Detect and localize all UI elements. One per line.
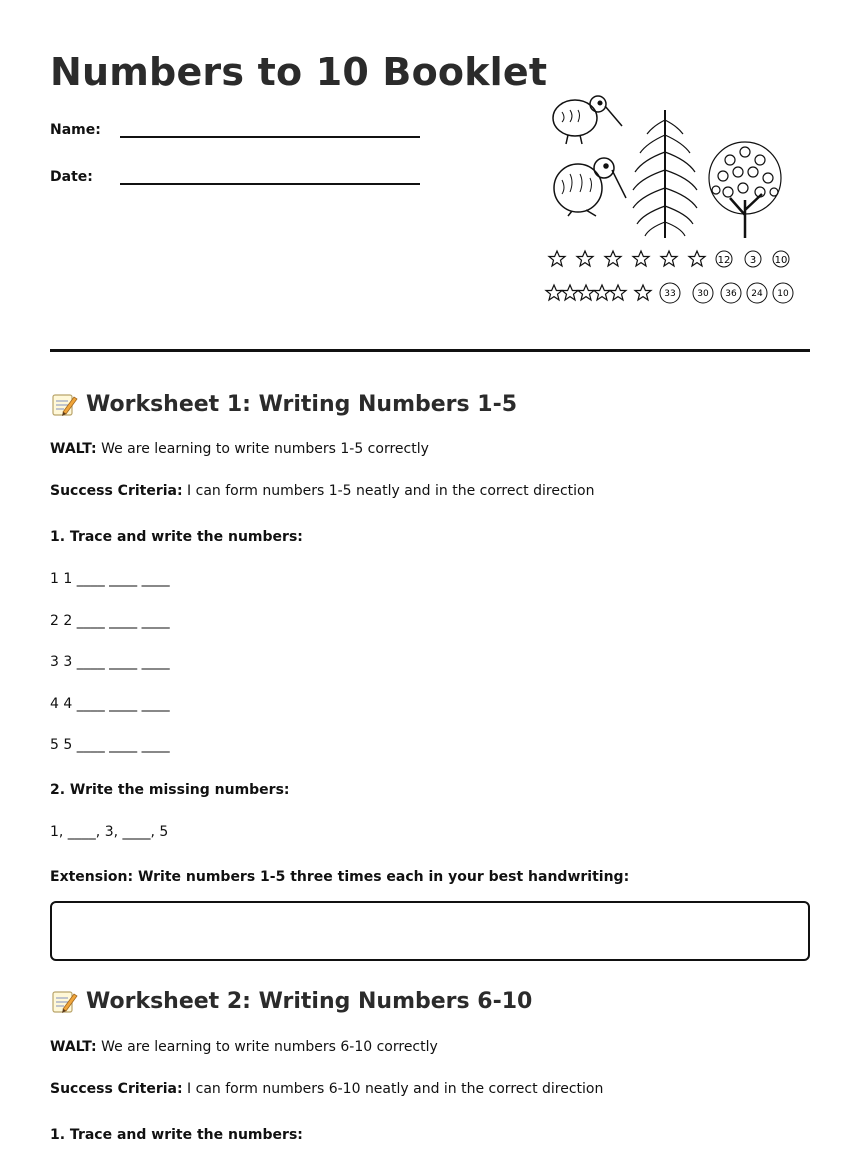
date-label: Date: bbox=[50, 169, 93, 185]
trace-row[interactable]: 5 5 ____ ____ ____ bbox=[50, 737, 170, 753]
walt-text: We are learning to write numbers 1-5 correctly bbox=[96, 441, 429, 457]
kiwi-bird-icon bbox=[554, 158, 626, 216]
walt-label: WALT: bbox=[50, 441, 97, 457]
name-field[interactable] bbox=[50, 122, 101, 138]
sc-text: I can form numbers 1-5 neatly and in the correct direction bbox=[182, 483, 595, 499]
number-circle-row-2 bbox=[660, 283, 793, 303]
worksheet-2-question-1: 1. Trace and write the numbers: bbox=[50, 1127, 303, 1143]
booklet-illustration bbox=[540, 90, 800, 320]
walt-text: We are learning to write numbers 6-10 correctly bbox=[96, 1039, 438, 1055]
worksheet-1-question-2: 2. Write the missing numbers: bbox=[50, 782, 290, 798]
number-circle-text: 12 bbox=[717, 255, 731, 266]
number-circle-text: 33 bbox=[664, 289, 676, 299]
worksheet-1-title-text: Worksheet 1: Writing Numbers 1-5 bbox=[86, 391, 518, 417]
worksheet-2-walt bbox=[50, 1039, 438, 1055]
worksheet-1-extension: Extension: Write numbers 1-5 three times each in your best handwriting: bbox=[50, 869, 630, 885]
name-label: Name: bbox=[50, 122, 101, 138]
star-icon bbox=[661, 251, 677, 266]
number-circle-text: 3 bbox=[749, 255, 757, 266]
kiwi-bird-icon bbox=[553, 96, 622, 144]
tree-icon bbox=[709, 142, 781, 238]
star-icon bbox=[689, 251, 705, 266]
header-divider bbox=[50, 349, 810, 352]
trace-row[interactable]: 4 4 ____ ____ ____ bbox=[50, 696, 170, 712]
extension-answer-box[interactable] bbox=[50, 901, 810, 961]
trace-row[interactable]: 2 2 ____ ____ ____ bbox=[50, 613, 170, 629]
star-icon bbox=[546, 285, 562, 300]
star-icon bbox=[594, 285, 610, 300]
worksheet-1-question-1: 1. Trace and write the numbers: bbox=[50, 529, 303, 545]
sc-label: Success Criteria: bbox=[50, 1081, 183, 1097]
name-line[interactable] bbox=[120, 136, 420, 138]
date-line[interactable] bbox=[120, 183, 420, 185]
trace-row[interactable]: 1 1 ____ ____ ____ bbox=[50, 571, 170, 587]
star-row-1 bbox=[549, 251, 705, 266]
number-circle-row-1 bbox=[716, 251, 789, 267]
number-circle-text: 10 bbox=[774, 255, 788, 266]
star-icon bbox=[562, 285, 578, 300]
number-circle-text: 10 bbox=[777, 289, 789, 299]
number-circle-text: 30 bbox=[697, 289, 709, 299]
memo-icon bbox=[50, 987, 78, 1015]
fern-icon bbox=[633, 110, 697, 238]
star-icon bbox=[635, 285, 651, 300]
star-icon bbox=[578, 285, 594, 300]
worksheet-1-success-criteria bbox=[50, 483, 594, 499]
sc-text: I can form numbers 6-10 neatly and in the correct direction bbox=[182, 1081, 604, 1097]
sc-label: Success Criteria: bbox=[50, 483, 183, 499]
worksheet-2-title bbox=[50, 987, 532, 1015]
star-icon bbox=[610, 285, 626, 300]
trace-row[interactable]: 3 3 ____ ____ ____ bbox=[50, 654, 170, 670]
worksheet-1-walt bbox=[50, 441, 429, 457]
star-icon bbox=[577, 251, 593, 266]
memo-icon bbox=[50, 390, 78, 418]
number-circle-text: 24 bbox=[751, 289, 763, 299]
star-row-2 bbox=[546, 285, 651, 300]
star-icon bbox=[549, 251, 565, 266]
star-icon bbox=[605, 251, 621, 266]
worksheet-2-title-text: Worksheet 2: Writing Numbers 6-10 bbox=[86, 988, 533, 1014]
walt-label: WALT: bbox=[50, 1039, 97, 1055]
missing-numbers-sequence[interactable]: 1, ____, 3, ____, 5 bbox=[50, 824, 169, 840]
number-circle-text: 36 bbox=[725, 289, 737, 299]
worksheet-1-title bbox=[50, 390, 517, 418]
date-field[interactable] bbox=[50, 169, 93, 185]
star-icon bbox=[633, 251, 649, 266]
worksheet-2-success-criteria bbox=[50, 1081, 603, 1097]
booklet-title: Numbers to 10 Booklet bbox=[50, 50, 548, 94]
